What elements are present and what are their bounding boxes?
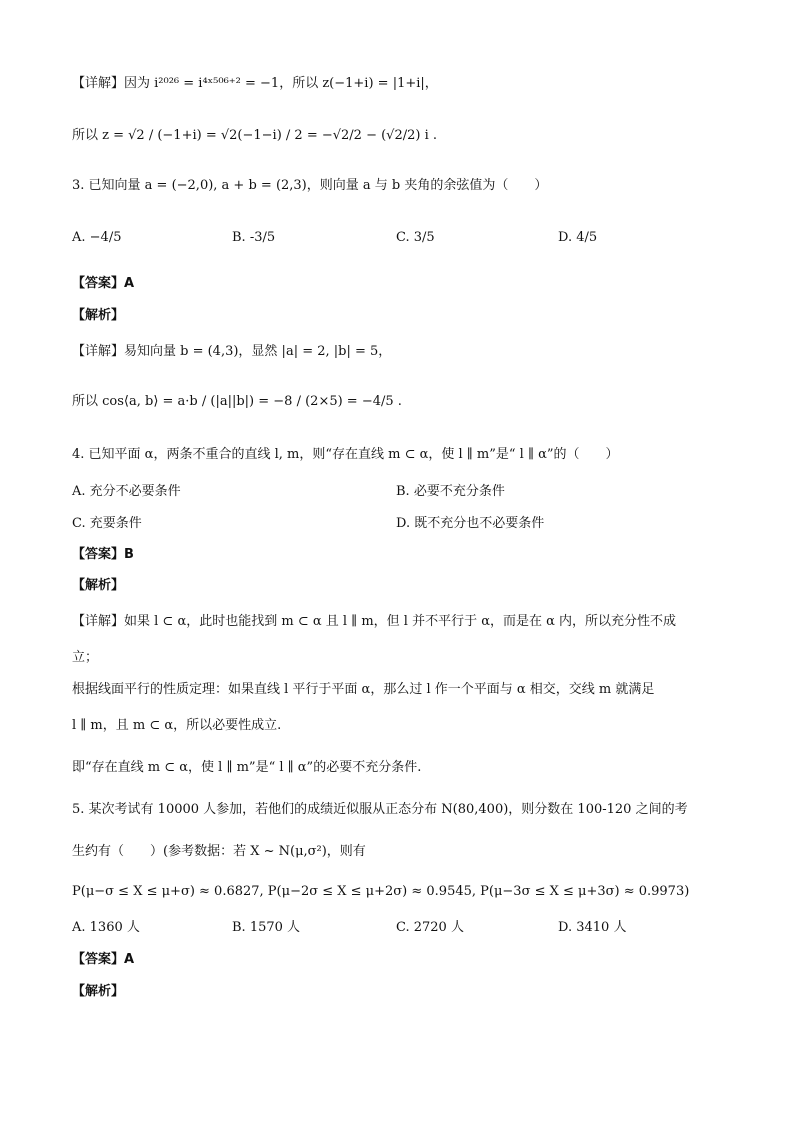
q5-stem-line2: 生约有（ ）(参考数据：若 X ~ N(μ,σ²)，则有 bbox=[72, 844, 366, 859]
q4-option-b: B. 必要不充分条件 bbox=[396, 484, 505, 499]
q4-option-a: A. 充分不必要条件 bbox=[72, 484, 181, 499]
q4-explanation-line2: 立； bbox=[72, 650, 99, 665]
q5-reference-data: P(μ−σ ≤ X ≤ μ+σ) ≈ 0.6827, P(μ−2σ ≤ X ≤ μ+2σ) ≈ 0.9545, P(μ−3σ ≤ X ≤ μ+3σ) ≈ 0.9973) bbox=[72, 884, 690, 899]
q3-option-d: D. 4/5 bbox=[558, 230, 598, 245]
q4-answer: 【答案】B bbox=[72, 547, 134, 562]
q5-option-c: C. 2720 人 bbox=[396, 920, 464, 935]
q3-option-c: C. 3/5 bbox=[396, 230, 435, 245]
q4-explanation-line5: 即“存在直线 m ⊂ α，使 l ∥ m”是“ l ∥ α”的必要不充分条件. bbox=[72, 760, 422, 775]
q5-analysis-heading: 【解析】 bbox=[72, 984, 125, 999]
q4-option-d: D. 既不充分也不必要条件 bbox=[396, 516, 545, 531]
q5-option-b: B. 1570 人 bbox=[232, 920, 301, 935]
q4-stem: 4. 已知平面 α，两条不重合的直线 l, m，则“存在直线 m ⊂ α，使 l ∥ m”是“ l ∥ α”的（ ） bbox=[72, 447, 619, 462]
q5-option-a: A. 1360 人 bbox=[72, 920, 140, 935]
q3-option-b: B. -3/5 bbox=[232, 230, 276, 245]
q4-explanation-line4: l ∥ m，且 m ⊂ α，所以必要性成立. bbox=[72, 718, 282, 733]
q3-answer: 【答案】A bbox=[72, 276, 135, 291]
q4-explanation-line3: 根据线面平行的性质定理：如果直线 l 平行于平面 α，那么过 l 作一个平面与 α 相交，交线 m 就满足 bbox=[72, 682, 655, 697]
q3-stem: 3. 已知向量 a = (−2,0), a + b = (2,3)，则向量 a 与 b 夹角的余弦值为（ ） bbox=[72, 178, 548, 193]
q3-explanation-line2: 所以 cos⟨a, b⟩ = a·b / (|a||b|) = −8 / (2×5) = −4/5 . bbox=[72, 394, 402, 409]
q2-explanation-line2: 所以 z = √2 / (−1+i) = √2(−1−i) / 2 = −√2/2 − (√2/2) i . bbox=[72, 128, 437, 143]
q3-option-a: A. −4/5 bbox=[72, 230, 122, 245]
q4-analysis-heading: 【解析】 bbox=[72, 578, 125, 593]
q3-explanation-line1: 【详解】易知向量 b = (4,3)，显然 |a| = 2, |b| = 5， bbox=[72, 344, 392, 359]
q4-option-c: C. 充要条件 bbox=[72, 516, 142, 531]
q5-stem-line1: 5. 某次考试有 10000 人参加，若他们的成绩近似服从正态分布 N(80,400)，则分数在 100-120 之间的考 bbox=[72, 802, 688, 817]
q4-explanation-line1: 【详解】如果 l ⊂ α，此时也能找到 m ⊂ α 且 l ∥ m，但 l 并不平行于 α，而是在 α 内，所以充分性不成 bbox=[72, 614, 677, 629]
q2-explanation-line1: 【详解】因为 i²⁰²⁶ = i⁴ˣ⁵⁰⁶⁺² = −1，所以 z(−1+i) = |1+i|， bbox=[72, 76, 438, 91]
q5-option-d: D. 3410 人 bbox=[558, 920, 627, 935]
q3-analysis-heading: 【解析】 bbox=[72, 308, 125, 323]
q5-answer: 【答案】A bbox=[72, 952, 135, 967]
